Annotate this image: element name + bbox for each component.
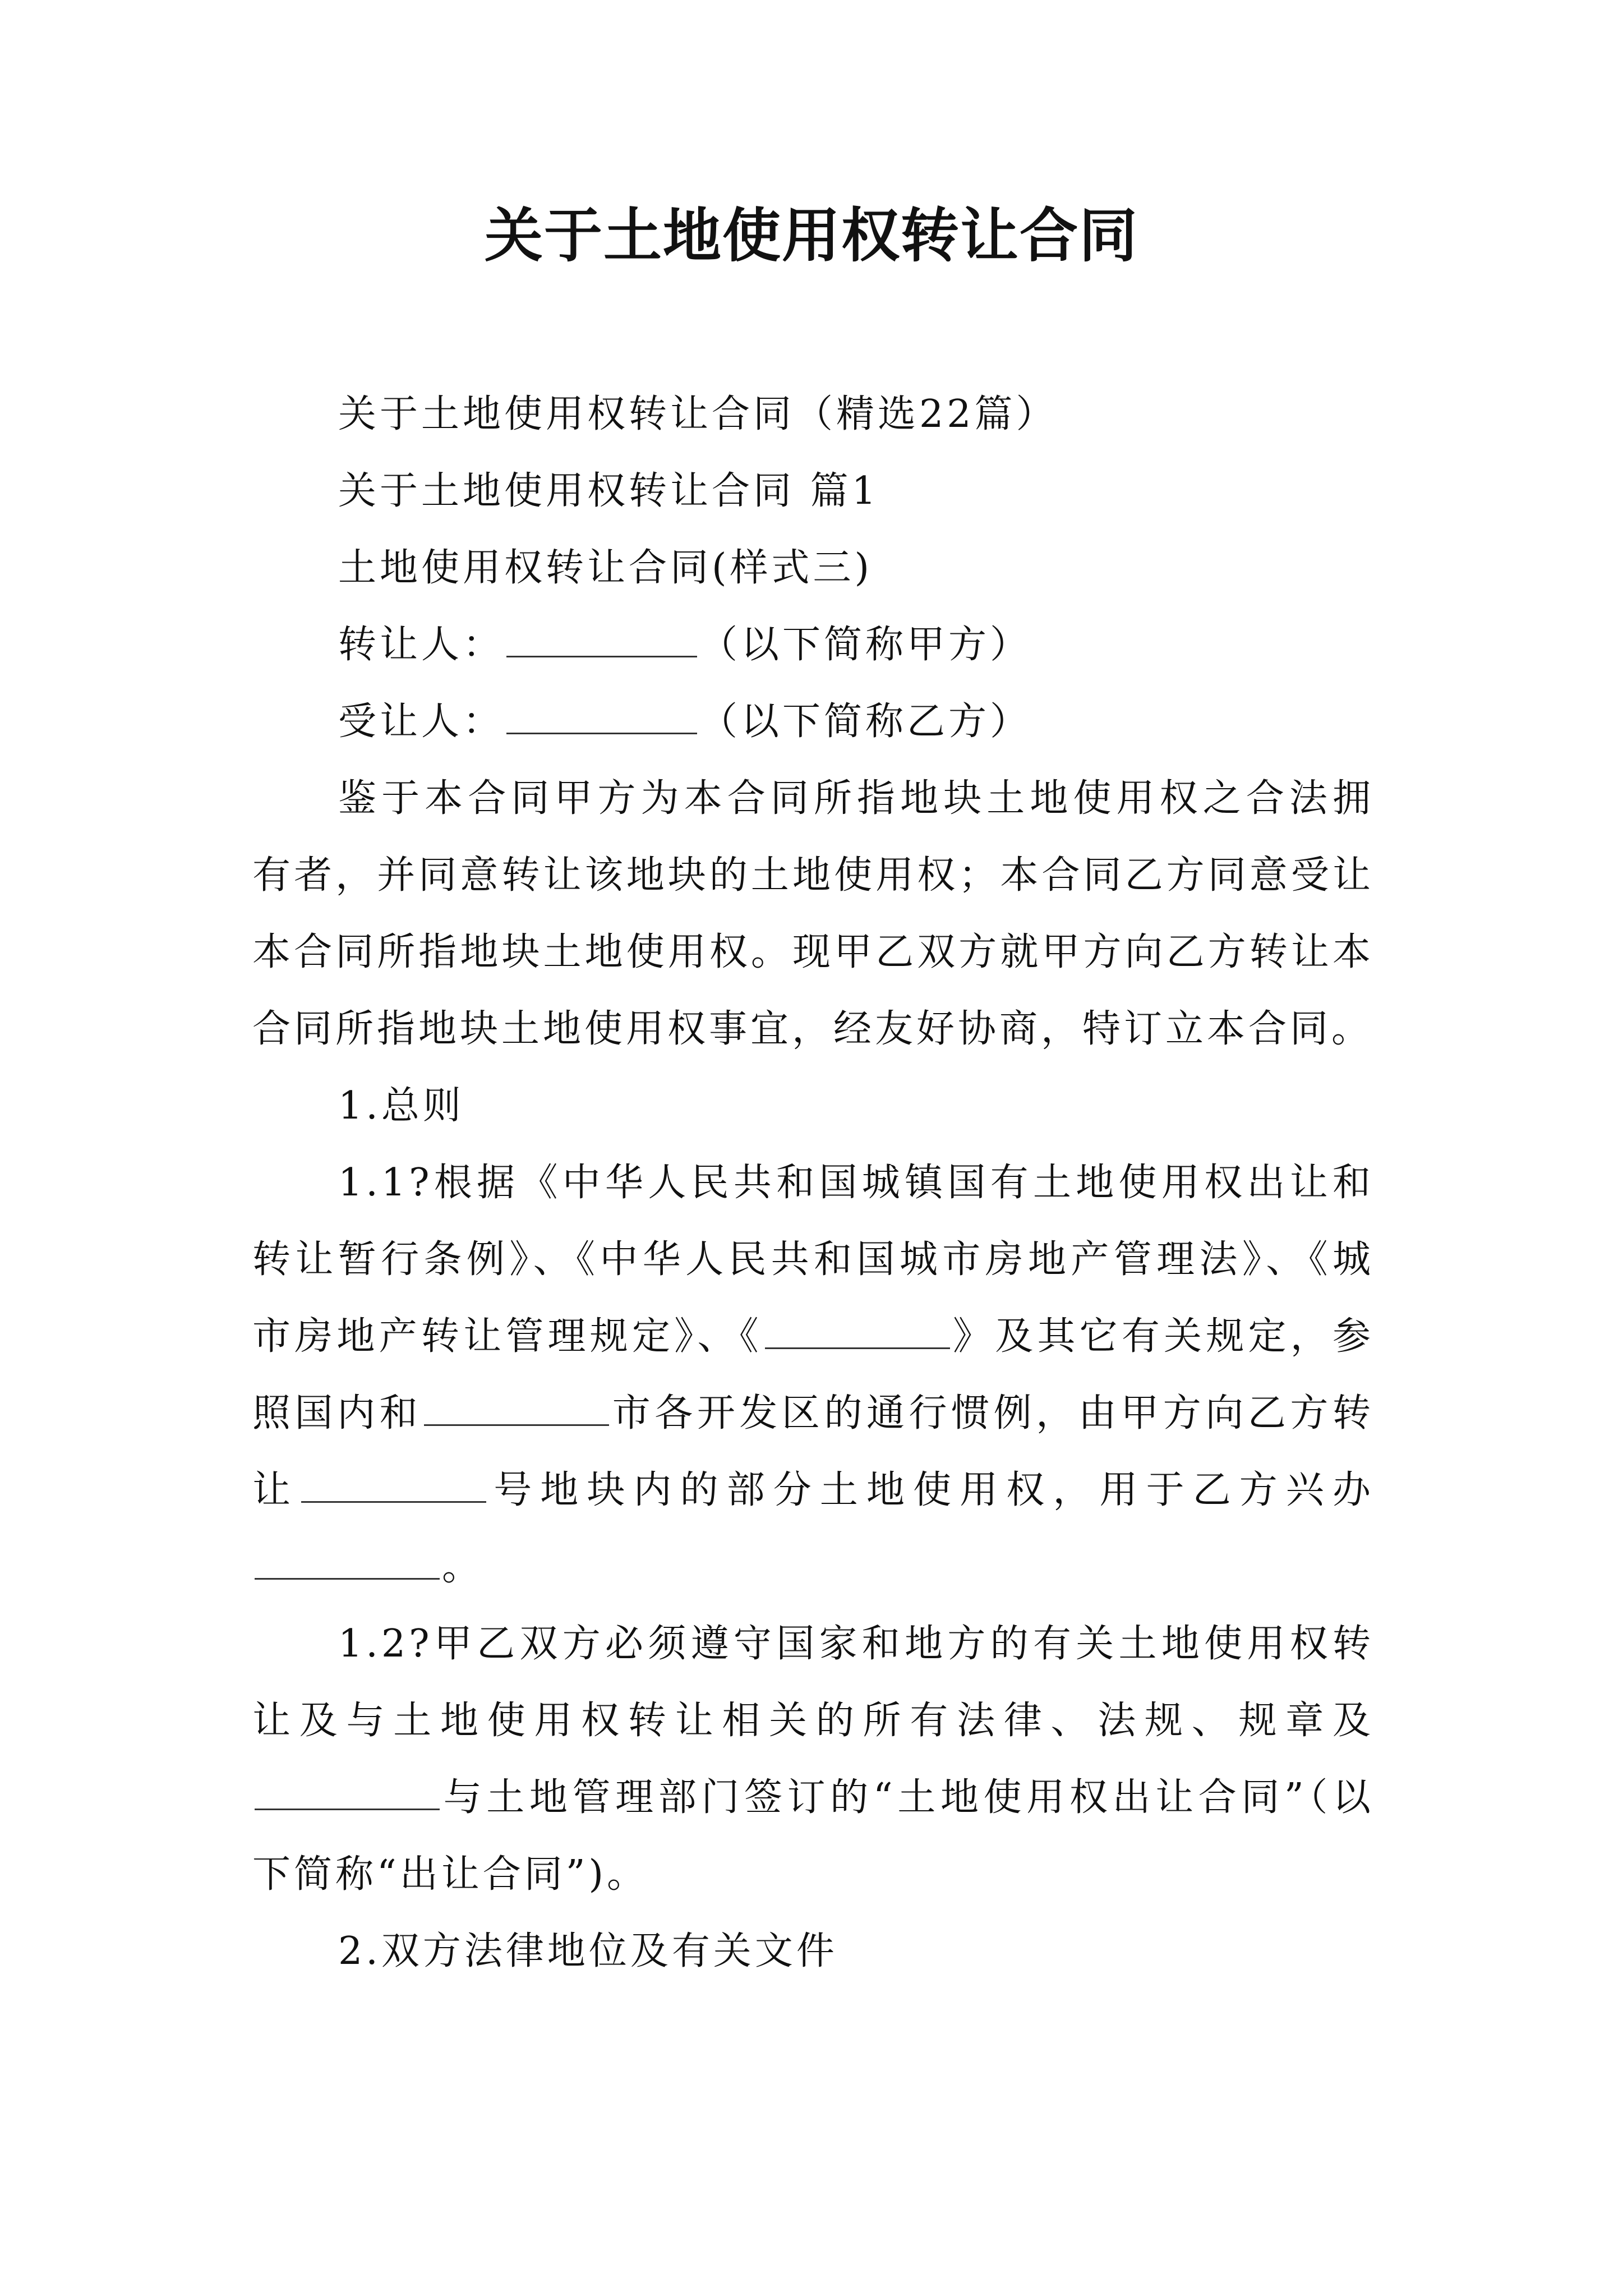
document-body — [252, 376, 1374, 1990]
clause-1-1 — [252, 1144, 1374, 1605]
project-blank — [255, 1540, 440, 1580]
clause-1-1-part-c: 市各开发区的通行惯例，由甲方向乙方转让 — [252, 1391, 1374, 1512]
party-blank — [255, 1770, 440, 1810]
document-title: 关于土地使用权转让合同 — [484, 201, 1138, 270]
section-heading: 关于土地使用权转让合同 篇1 — [338, 469, 879, 513]
transferor-blank — [506, 618, 697, 657]
transferee-line — [252, 683, 1374, 760]
contract-style-line: 土地使用权转让合同(样式三) — [338, 546, 873, 590]
clause-1-2-part-b: 与土地管理部门签订的“土地使用权出让合同”（以下简称“出让合同”)。 — [252, 1775, 1374, 1897]
transferee-label: 受让人： — [338, 700, 505, 744]
clause-heading-2: 2.双方法律地位及有关文件 — [338, 1929, 838, 1973]
preamble-paragraph: 鉴于本合同甲方为本合同所指地块土地使用权之合法拥有者，并同意转让该地块的土地使用权；本合同乙方同意受让本合同所指地块土地使用权。现甲乙双方就甲方向乙方转让本合同所指地块土地使用权事宜，经友好协商，特订立本合同。 — [252, 776, 1374, 1051]
subtitle-line: 关于土地使用权转让合同（精选22篇） — [338, 392, 1058, 436]
regulation-blank — [765, 1309, 950, 1349]
clause-1-2 — [252, 1605, 1374, 1913]
transferee-blank — [506, 694, 697, 734]
clause-1-1-part-d: 号地块内的部分土地使用权，用于乙方兴办 — [488, 1468, 1374, 1512]
transferor-label: 转让人： — [338, 623, 505, 667]
clause-1-2-part-a: 1.2?甲乙双方必须遵守国家和地方的有关土地使用权转让及与土地使用权转让相关的所有法律、法规、规章及 — [252, 1622, 1374, 1743]
transferee-note: （以下简称乙方） — [699, 700, 1032, 744]
clause-heading-1: 1.总则 — [338, 1084, 464, 1128]
city-blank — [424, 1386, 609, 1426]
clause-1-1-part-b: 》及其它有关规定，参照国内和 — [252, 1314, 1374, 1435]
clause-1-1-part-a: 1.1?根据《中华人民共和国城镇国有土地使用权出让和转让暂行条例》、《中华人民共和国城市房地产管理法》、《城市房地产转让管理规定》、《 — [252, 1161, 1374, 1359]
transferor-note: （以下简称甲方） — [699, 623, 1032, 667]
clause-1-1-part-e: 。 — [442, 1545, 484, 1589]
transferor-line — [252, 606, 1374, 683]
plot-number-blank — [301, 1463, 486, 1503]
